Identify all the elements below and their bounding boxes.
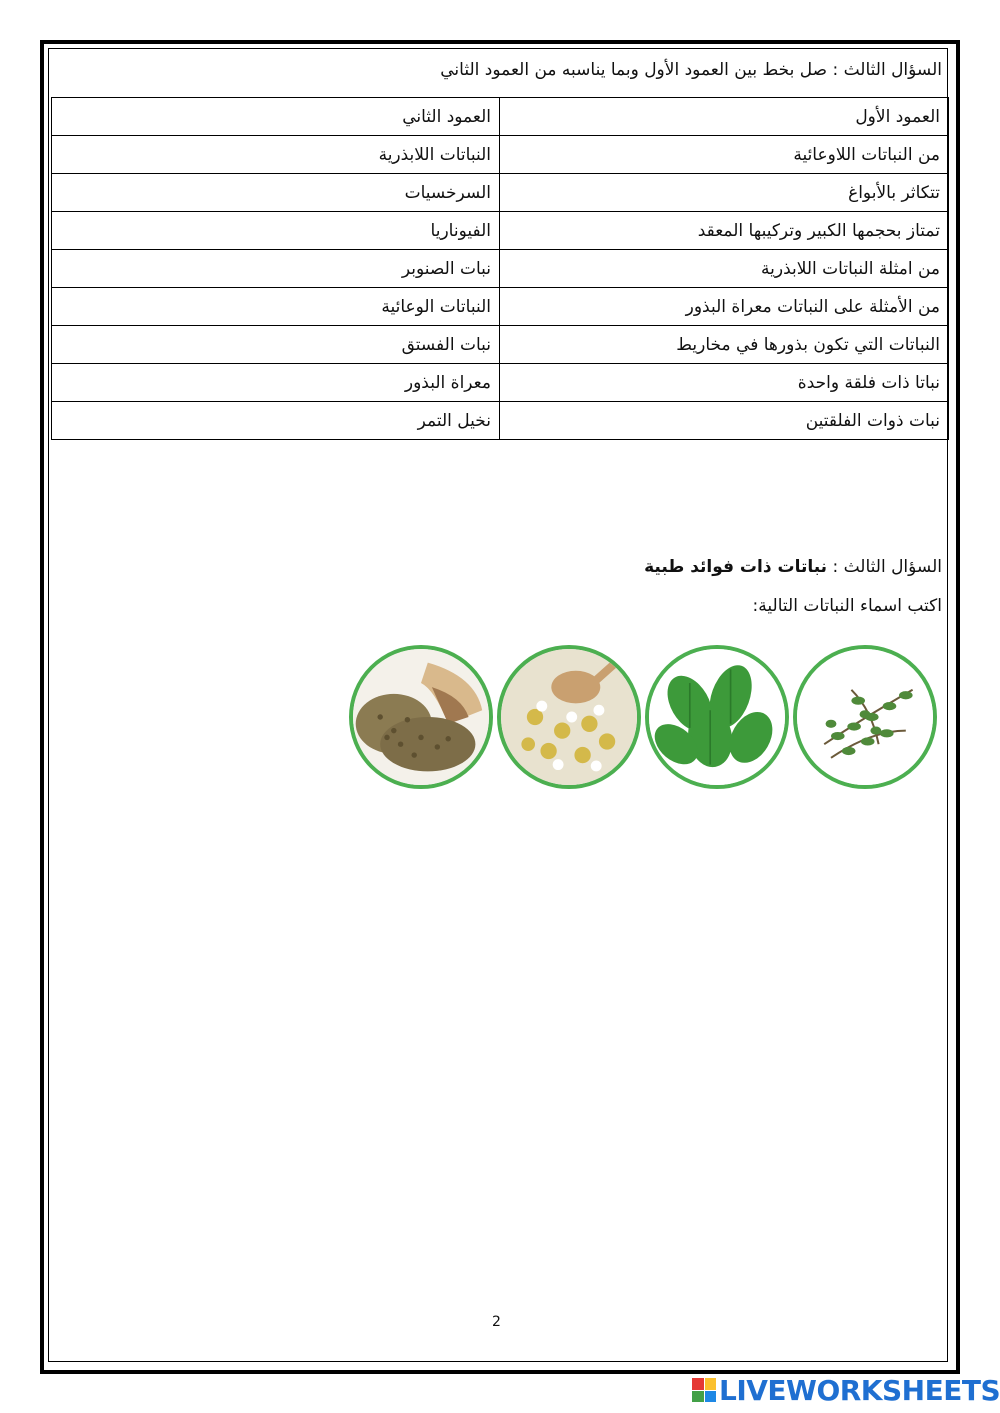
column-1-cell: تمتاز بحجمها الكبير وتركيبها المعقد [500, 212, 949, 250]
matching-table [51, 97, 949, 440]
column-2-cell: نبات الفستق [52, 326, 500, 364]
column-1-cell: من النباتات اللاوعائية [500, 136, 949, 174]
column-2-cell: معراة البذور [52, 364, 500, 402]
plant-images-row [345, 645, 945, 795]
column-2-cell: نخيل التمر [52, 402, 500, 440]
table-row [52, 402, 949, 440]
table-row [52, 288, 949, 326]
table-row [52, 98, 949, 136]
table-row [52, 326, 949, 364]
column-1-cell: النباتات التي تكون بذورها في مخاريط [500, 326, 949, 364]
question-2-title: نباتات ذات فوائد طبية [644, 557, 828, 577]
caraway-image [349, 645, 493, 789]
column-1-cell: من امثلة النباتات اللابذرية [500, 250, 949, 288]
table-row [52, 174, 949, 212]
brand-grid-icon [692, 1378, 716, 1402]
table-row [52, 250, 949, 288]
table-row [52, 212, 949, 250]
column-1-cell: العمود الأول [500, 98, 949, 136]
brand-text: LIVEWORKSHEETS [719, 1373, 1000, 1407]
column-2-cell: العمود الثاني [52, 98, 500, 136]
question-1-heading [440, 60, 942, 80]
mint-image [645, 645, 789, 789]
column-2-cell: الفيوناريا [52, 212, 500, 250]
question-2-instruction: اكتب اسماء النباتات التالية: [752, 596, 942, 616]
column-1-cell: نباتا ذات فلقة واحدة [500, 364, 949, 402]
column-2-cell: السرخسيات [52, 174, 500, 212]
liveworksheets-logo[interactable] [692, 1374, 1000, 1406]
chamomile-image [497, 645, 641, 789]
question-2-heading [644, 557, 942, 577]
question-1-prefix: السؤال الثالث : [832, 60, 942, 80]
column-1-cell: نبات ذوات الفلقتين [500, 402, 949, 440]
table-row [52, 136, 949, 174]
column-1-cell: من الأمثلة على النباتات معراة البذور [500, 288, 949, 326]
column-1-cell: تتكاثر بالأبواغ [500, 174, 949, 212]
page-number: 2 [492, 1314, 501, 1330]
table-row [52, 364, 949, 402]
question-2-prefix: السؤال الثالث : [832, 557, 942, 577]
thyme-image [793, 645, 937, 789]
question-1-text: صل بخط بين العمود الأول وبما يناسبه من العمود الثاني [440, 60, 828, 80]
column-2-cell: النباتات الوعائية [52, 288, 500, 326]
column-2-cell: النباتات اللابذرية [52, 136, 500, 174]
column-2-cell: نبات الصنوبر [52, 250, 500, 288]
